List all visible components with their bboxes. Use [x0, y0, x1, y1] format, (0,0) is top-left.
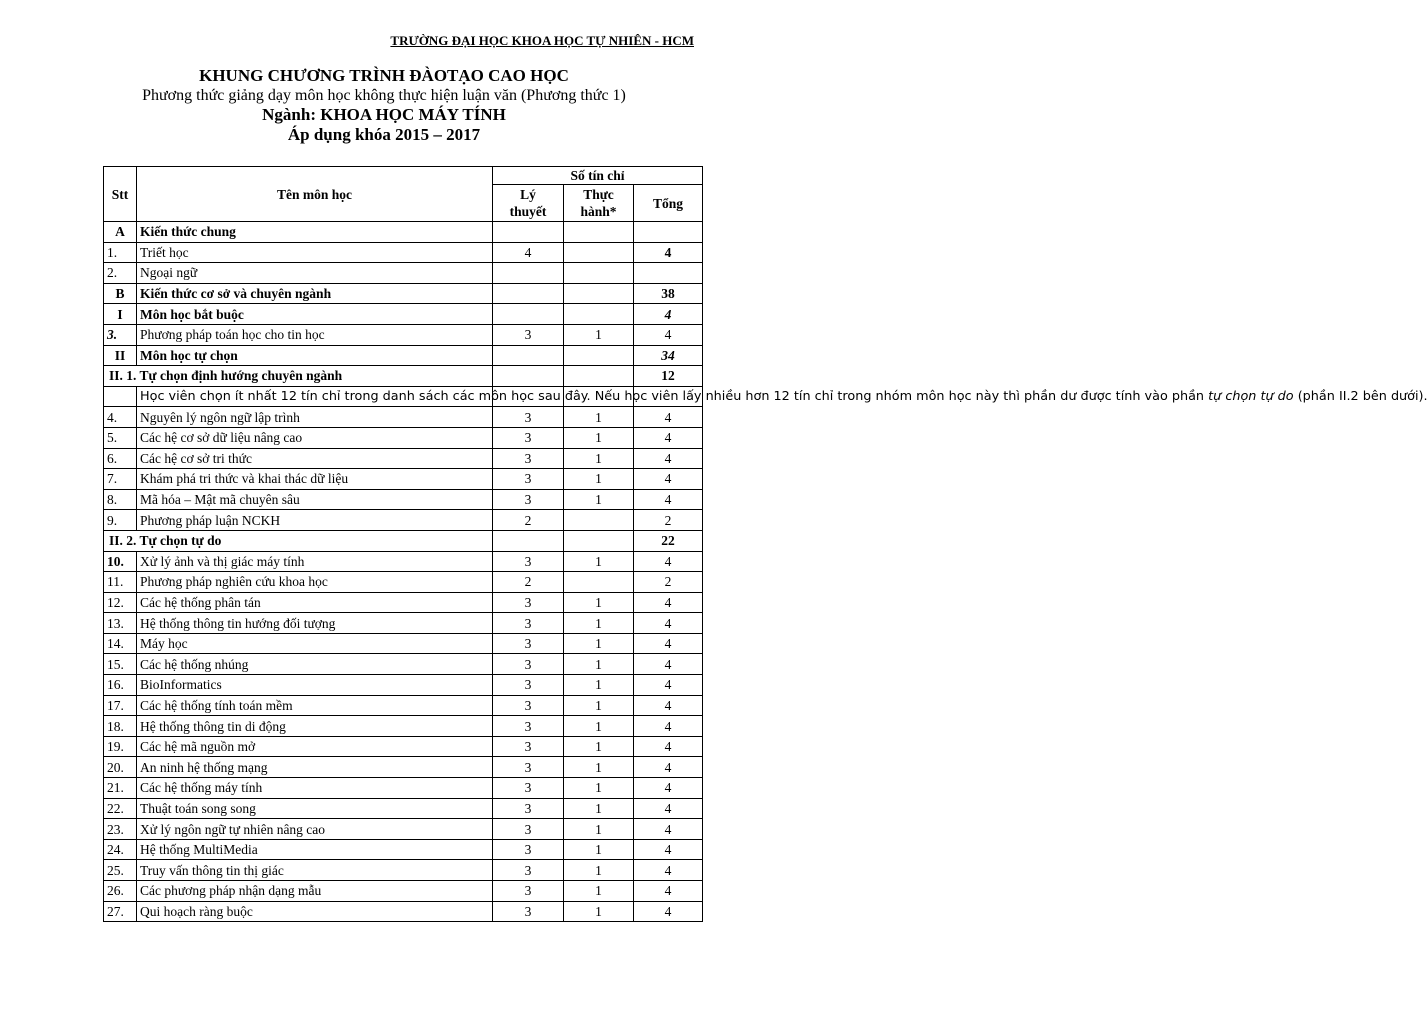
row-stt: 6. [104, 448, 137, 469]
row-practice-credits [564, 530, 634, 551]
row-stt: II [104, 345, 137, 366]
row-stt: 17. [104, 695, 137, 716]
table-row [104, 860, 703, 881]
table-row [104, 469, 703, 490]
row-theory-credits: 2 [493, 572, 564, 593]
header-credits: Số tín chỉ [493, 167, 703, 185]
row-total-credits: 2 [634, 572, 703, 593]
table-row [104, 778, 703, 799]
row-practice-credits: 1 [564, 798, 634, 819]
table-row [104, 592, 703, 613]
row-course-name: Các hệ thống tính toán mềm [137, 695, 493, 716]
row-practice-credits: 1 [564, 633, 634, 654]
row-practice-credits: 1 [564, 901, 634, 922]
row-theory-credits: 3 [493, 819, 564, 840]
table-row [104, 304, 703, 325]
row-total-credits [634, 222, 703, 243]
row-course-name: Các hệ thống máy tính [137, 778, 493, 799]
row-total-credits: 4 [634, 592, 703, 613]
row-total-credits: 4 [634, 901, 703, 922]
row-course-name: Hệ thống thông tin hướng đối tượng [137, 613, 493, 634]
row-practice-credits: 1 [564, 860, 634, 881]
table-row [104, 675, 703, 696]
row-course-name: Các hệ cơ sở tri thức [137, 448, 493, 469]
table-row [104, 324, 703, 345]
row-total-credits: 4 [634, 489, 703, 510]
header-total: Tổng [634, 185, 703, 222]
row-stt: 23. [104, 819, 137, 840]
row-stt: 4. [104, 407, 137, 428]
row-theory-credits: 3 [493, 592, 564, 613]
row-stt: 7. [104, 469, 137, 490]
row-practice-credits: 1 [564, 592, 634, 613]
row-course-name: Máy học [137, 633, 493, 654]
row-stt: 8. [104, 489, 137, 510]
row-theory-credits [493, 530, 564, 551]
curriculum-table [103, 166, 1428, 922]
table-note-body [104, 386, 1428, 407]
row-course-name: Môn học tự chọn [137, 345, 493, 366]
row-stt: 15. [104, 654, 137, 675]
row-practice-credits: 1 [564, 324, 634, 345]
row-total-credits: 4 [634, 469, 703, 490]
row-theory-credits: 3 [493, 613, 564, 634]
table-row [104, 222, 703, 243]
row-theory-credits: 3 [493, 716, 564, 737]
header-theory-line2: thuyết [509, 204, 547, 219]
row-total-credits: 4 [634, 242, 703, 263]
row-total-credits: 4 [634, 798, 703, 819]
row-course-name: Qui hoạch ràng buộc [137, 901, 493, 922]
table-row [104, 839, 703, 860]
row-total-credits: 4 [634, 675, 703, 696]
header-practice-line1: Thực [583, 187, 614, 202]
note-text-1: Học viên chọn ít nhất 12 tín chỉ trong danh sách các môn học sau đây. Nếu học viên lấy nhiều hơn 12 tín chỉ trong nhóm môn học này thì phần dư được tính vào phần [140, 389, 1209, 405]
row-theory-credits [493, 366, 564, 387]
row-course-name: Xử lý ảnh và thị giác máy tính [137, 551, 493, 572]
table-row [104, 242, 703, 263]
row-stt: 11. [104, 572, 137, 593]
row-practice-credits: 1 [564, 489, 634, 510]
row-total-credits: 4 [634, 757, 703, 778]
row-practice-credits: 1 [564, 881, 634, 902]
row-theory-credits: 3 [493, 778, 564, 799]
note-cell [137, 386, 1428, 407]
row-theory-credits: 3 [493, 633, 564, 654]
row-course-name: Khám phá tri thức và khai thác dữ liệu [137, 469, 493, 490]
table-row [104, 510, 703, 531]
row-practice-credits: 1 [564, 654, 634, 675]
row-course-name: Thuật toán song song [137, 798, 493, 819]
table-row [104, 798, 703, 819]
row-stt: 5. [104, 427, 137, 448]
header-theory-line1: Lý [520, 187, 536, 202]
row-theory-credits: 3 [493, 798, 564, 819]
row-stt: 10. [104, 551, 137, 572]
row-stt: 27. [104, 901, 137, 922]
note-row [104, 386, 703, 407]
row-practice-credits [564, 222, 634, 243]
row-practice-credits: 1 [564, 448, 634, 469]
applies-title: Áp dụng khóa 2015 – 2017 [287, 125, 481, 144]
row-theory-credits [493, 263, 564, 284]
row-stt: 13. [104, 613, 137, 634]
row-stt: 2. [104, 263, 137, 284]
row-total-credits: 4 [634, 839, 703, 860]
row-stt: 21. [104, 778, 137, 799]
row-stt: 22. [104, 798, 137, 819]
row-course-name: Nguyên lý ngôn ngữ lập trình [137, 407, 493, 428]
row-stt: 3. [104, 324, 137, 345]
row-course-name: Mã hóa – Mật mã chuyên sâu [137, 489, 493, 510]
table-row [104, 263, 703, 284]
row-total-credits: 4 [634, 448, 703, 469]
table-row [104, 407, 703, 428]
header-practice [564, 185, 634, 222]
row-course-name: Phương pháp nghiên cứu khoa học [137, 572, 493, 593]
row-theory-credits: 2 [493, 510, 564, 531]
row-course-name: Kiến thức chung [137, 222, 493, 243]
row-stt: 1. [104, 242, 137, 263]
row-stt: 12. [104, 592, 137, 613]
row-practice-credits: 1 [564, 736, 634, 757]
row-practice-credits [564, 242, 634, 263]
header-name: Tên môn học [137, 167, 493, 222]
row-total-credits: 2 [634, 510, 703, 531]
row-theory-credits: 3 [493, 675, 564, 696]
major-title: Ngành: KHOA HỌC MÁY TÍNH [262, 105, 506, 124]
note-text-italic: tự chọn tự do [1208, 389, 1294, 405]
row-total-credits: 38 [634, 283, 703, 304]
table-row [104, 551, 703, 572]
table-row [104, 695, 703, 716]
header-stt: Stt [104, 167, 137, 222]
note-stt-cell [104, 386, 137, 407]
row-theory-credits: 3 [493, 469, 564, 490]
row-total-credits: 4 [634, 551, 703, 572]
table-row [104, 901, 703, 922]
table-row [104, 530, 703, 551]
row-practice-credits [564, 304, 634, 325]
row-theory-credits: 3 [493, 407, 564, 428]
row-total-credits: 4 [634, 881, 703, 902]
row-course-name: Kiến thức cơ sở và chuyên ngành [137, 283, 493, 304]
row-total-credits: 4 [634, 427, 703, 448]
table-row [104, 881, 703, 902]
row-stt: 26. [104, 881, 137, 902]
row-total-credits: 4 [634, 716, 703, 737]
row-theory-credits: 3 [493, 860, 564, 881]
subsection-label: II. 2. Tự chọn tự do [104, 530, 493, 551]
row-theory-credits [493, 345, 564, 366]
row-practice-credits: 1 [564, 778, 634, 799]
row-practice-credits: 1 [564, 551, 634, 572]
row-stt: 14. [104, 633, 137, 654]
table-row [104, 716, 703, 737]
row-stt: 20. [104, 757, 137, 778]
row-course-name: Môn học bắt buộc [137, 304, 493, 325]
row-practice-credits [564, 366, 634, 387]
row-total-credits: 4 [634, 778, 703, 799]
table-row [104, 613, 703, 634]
row-total-credits: 4 [634, 633, 703, 654]
row-theory-credits: 3 [493, 448, 564, 469]
row-theory-credits: 3 [493, 489, 564, 510]
row-theory-credits [493, 283, 564, 304]
table-row [104, 819, 703, 840]
row-course-name: Các hệ thống phân tán [137, 592, 493, 613]
row-course-name: BioInformatics [137, 675, 493, 696]
row-theory-credits: 3 [493, 654, 564, 675]
university-header: TRƯỜNG ĐẠI HỌC KHOA HỌC TỰ NHIÊN - HCM [390, 33, 694, 48]
row-course-name: Phương pháp luận NCKH [137, 510, 493, 531]
row-practice-credits: 1 [564, 757, 634, 778]
row-practice-credits [564, 263, 634, 284]
row-total-credits: 4 [634, 304, 703, 325]
row-practice-credits [564, 510, 634, 531]
row-stt: B [104, 283, 137, 304]
subsection-label: II. 1. Tự chọn định hướng chuyên ngành [104, 366, 493, 387]
row-course-name: Phương pháp toán học cho tin học [137, 324, 493, 345]
row-practice-credits: 1 [564, 716, 634, 737]
row-stt: 25. [104, 860, 137, 881]
header-practice-line2: hành* [580, 204, 617, 219]
row-total-credits: 12 [634, 366, 703, 387]
row-total-credits: 4 [634, 860, 703, 881]
row-practice-credits: 1 [564, 819, 634, 840]
row-total-credits: 4 [634, 613, 703, 634]
row-total-credits: 22 [634, 530, 703, 551]
row-theory-credits [493, 222, 564, 243]
row-total-credits: 34 [634, 345, 703, 366]
row-theory-credits: 3 [493, 427, 564, 448]
row-practice-credits: 1 [564, 407, 634, 428]
row-stt: 18. [104, 716, 137, 737]
row-theory-credits: 3 [493, 324, 564, 345]
row-theory-credits: 3 [493, 736, 564, 757]
row-course-name: Truy vấn thông tin thị giác [137, 860, 493, 881]
row-theory-credits: 3 [493, 757, 564, 778]
table-row [104, 345, 703, 366]
table-body-top [104, 222, 703, 387]
header-theory [493, 185, 564, 222]
row-theory-credits: 4 [493, 242, 564, 263]
row-theory-credits [493, 304, 564, 325]
row-practice-credits [564, 345, 634, 366]
row-theory-credits: 3 [493, 881, 564, 902]
row-course-name: Các hệ cơ sở dữ liệu nâng cao [137, 427, 493, 448]
table-row [104, 283, 703, 304]
document-title: KHUNG CHƯƠNG TRÌNH ĐÀOTẠO CAO HỌC [199, 66, 569, 85]
row-practice-credits: 1 [564, 469, 634, 490]
row-practice-credits: 1 [564, 675, 634, 696]
row-course-name: Các hệ thống nhúng [137, 654, 493, 675]
row-theory-credits: 3 [493, 551, 564, 572]
table-row [104, 654, 703, 675]
table-row [104, 366, 703, 387]
row-stt: 19. [104, 736, 137, 757]
row-practice-credits: 1 [564, 695, 634, 716]
table-body-bottom [104, 407, 703, 922]
row-practice-credits: 1 [564, 839, 634, 860]
row-total-credits: 4 [634, 324, 703, 345]
row-practice-credits: 1 [564, 427, 634, 448]
row-course-name: Hệ thống thông tin di động [137, 716, 493, 737]
row-total-credits: 4 [634, 407, 703, 428]
row-course-name: Ngoại ngữ [137, 263, 493, 284]
table-row [104, 572, 703, 593]
row-course-name: Các hệ mã nguồn mở [137, 736, 493, 757]
title-block [0, 66, 768, 145]
row-course-name: Triết học [137, 242, 493, 263]
row-total-credits: 4 [634, 695, 703, 716]
row-theory-credits: 3 [493, 695, 564, 716]
row-practice-credits: 1 [564, 613, 634, 634]
row-course-name: An ninh hệ thống mạng [137, 757, 493, 778]
row-course-name: Hệ thống MultiMedia [137, 839, 493, 860]
row-theory-credits: 3 [493, 839, 564, 860]
document-subtitle: Phương thức giảng dạy môn học không thực hiện luận văn (Phương thức 1) [142, 87, 626, 104]
row-course-name: Xử lý ngôn ngữ tự nhiên nâng cao [137, 819, 493, 840]
table-row [104, 489, 703, 510]
row-stt: 24. [104, 839, 137, 860]
row-practice-credits [564, 283, 634, 304]
row-stt: A [104, 222, 137, 243]
row-course-name: Các phương pháp nhận dạng mẫu [137, 881, 493, 902]
row-total-credits: 4 [634, 736, 703, 757]
row-total-credits: 4 [634, 654, 703, 675]
table-row [104, 448, 703, 469]
row-total-credits [634, 263, 703, 284]
table-row [104, 757, 703, 778]
row-theory-credits: 3 [493, 901, 564, 922]
table-row [104, 736, 703, 757]
table-header-row [104, 167, 703, 185]
table-row [104, 633, 703, 654]
note-text-2: (phần II.2 bên dưới). [1293, 389, 1428, 405]
row-stt: 9. [104, 510, 137, 531]
row-total-credits: 4 [634, 819, 703, 840]
row-stt: 16. [104, 675, 137, 696]
table-row [104, 427, 703, 448]
row-practice-credits [564, 572, 634, 593]
row-stt: I [104, 304, 137, 325]
